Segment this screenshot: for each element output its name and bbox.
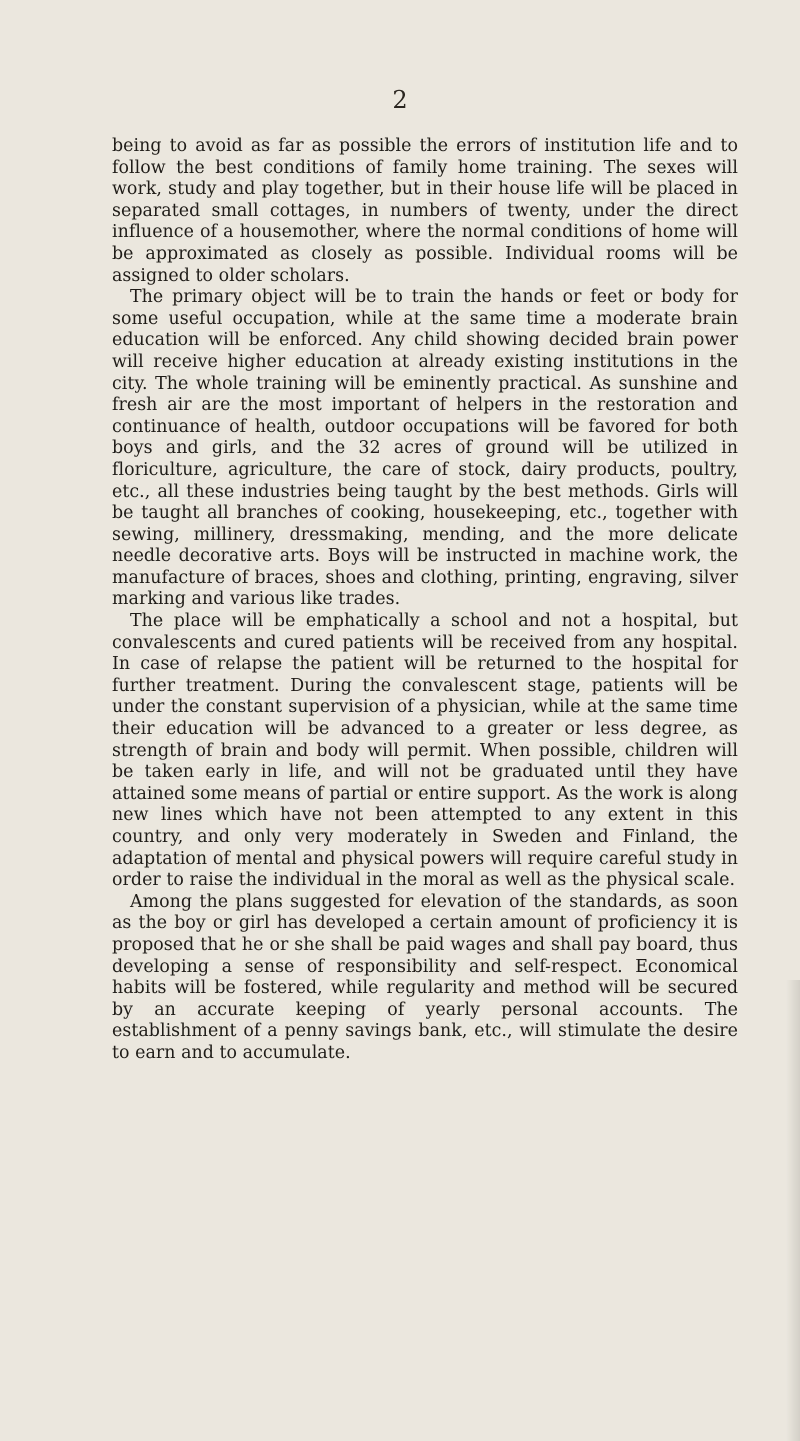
paragraph-4: Among the plans suggested for elevation of the standards, as soon as the boy or girl has developed a certain amount of proficiency it is proposed that he or she shall be paid wages and shall pay board, thus developing a sense of responsibility and self-respect. Economical habits will be fostered, while regularity and method will be secured by an accurate keeping of yearly personal accounts. The establishment of a penny savings bank, etc., will stimulate the desire to earn and to accumulate.: [112, 891, 738, 1063]
paragraph-3: The place will be emphatically a school and not a hospital, but convalescents and cured patients will be received from any hospital. In case of relapse the patient will be returned to the hospital for further treatment. During the convalescent stage, patients will be under the constant supervision of a physician, while at the same time their education will be advanced to a greater or less degree, as strength of brain and body will permit. When possible, children will be taken early in life, and will not be graduated until they have attained some means of partial or entire support. As the work is along new lines which have not been attempted to any extent in this country, and only very moderately in Sweden and Finland, the adaptation of mental and physical powers will require careful study in order to raise the individual in the moral as well as the physical scale.: [112, 611, 738, 891]
page-edge-shadow: [786, 980, 800, 1441]
paragraph-1: being to avoid as far as possible the errors of institution life and to follow the best conditions of family home training. The sexes will work, study and play together, but in their house life will be placed in separated small cottages, in numbers of twenty, under the direct influence of a housemother, where the normal conditions of home will be approximated as closely as possible. Individual rooms will be assigned to older scholars.: [112, 136, 738, 286]
body-text: [112, 136, 738, 1065]
paragraph-2: The primary object will be to train the hands or feet or body for some useful occupation, while at the same time a moderate brain education will be enforced. Any child showing decided brain power will receive higher education at already existing institutions in the city. The whole training will be eminently practical. As sunshine and fresh air are the most important of helpers in the restoration and continuance of health, outdoor occupations will be favored for both boys and girls, and the 32 acres of ground will be utilized in floriculture, agriculture, the care of stock, dairy products, poultry, etc., all these industries being taught by the best methods. Girls will be taught all branches of cooking, housekeeping, etc., together with sewing, millinery, dressmaking, mending, and the more delicate needle decorative arts. Boys will be instructed in machine work, the manufacture of braces, shoes and clothing, printing, engraving, silver marking and various like trades.: [112, 287, 738, 610]
page-number: 2: [392, 86, 408, 114]
